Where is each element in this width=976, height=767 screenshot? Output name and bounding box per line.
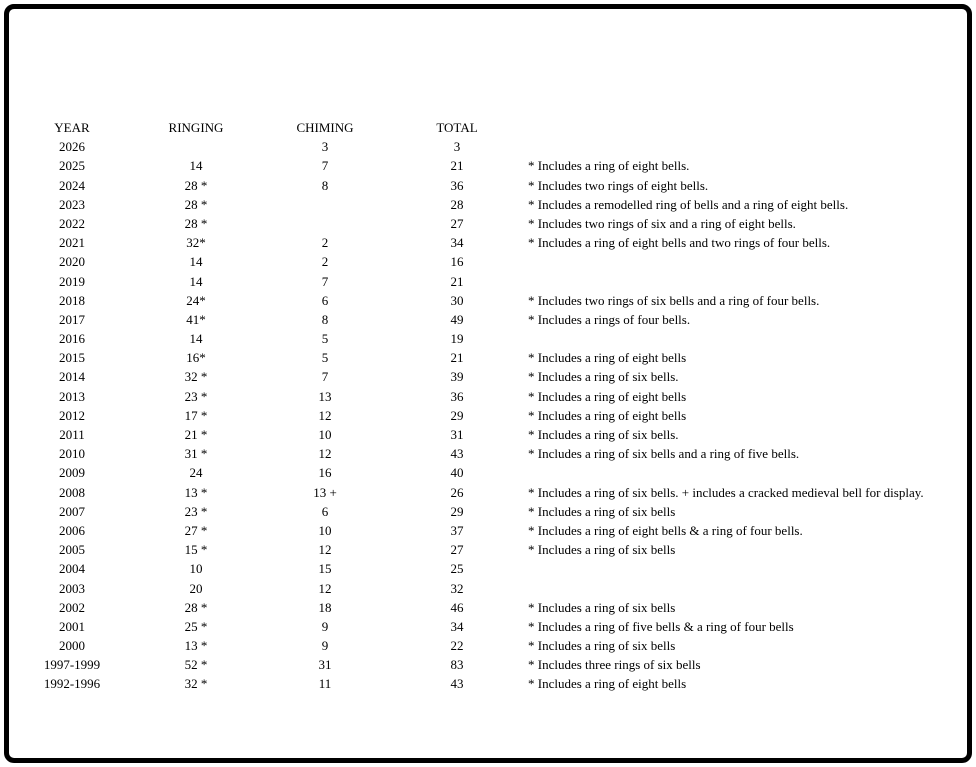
note-cell — [528, 272, 964, 291]
year-cell: 2015 — [59, 350, 85, 366]
column-header-total: TOTAL — [436, 120, 478, 135]
chiming-cell — [264, 214, 386, 233]
chiming-cell: 9 — [321, 618, 329, 634]
note-cell — [528, 252, 964, 271]
table-row — [16, 425, 964, 444]
table-row — [16, 291, 964, 310]
table-row — [16, 214, 964, 233]
year-cell: 2011 — [59, 427, 85, 442]
total-cell: 39 — [450, 369, 464, 385]
year-cell: 2012 — [59, 407, 85, 423]
chiming-cell — [264, 195, 386, 214]
chiming-cell: 8 — [321, 311, 329, 327]
total-cell: 29 — [450, 407, 464, 423]
ringing-cell: 52 * — [184, 657, 208, 673]
ringing-cell: 13 * — [184, 638, 208, 654]
chiming-cell: 5 — [321, 350, 329, 366]
total-cell: 32 — [450, 580, 464, 596]
year-cell: 2005 — [59, 542, 85, 558]
chiming-cell: 7 — [321, 158, 329, 174]
table-body — [16, 137, 964, 693]
total-cell: 34 — [450, 618, 464, 634]
total-cell: 27 — [450, 215, 464, 231]
note-cell: * Includes two rings of six bells and a ring of four bells. — [528, 292, 820, 308]
ringing-cell: 16* — [186, 350, 206, 366]
year-cell: 2006 — [59, 522, 85, 538]
table-row — [16, 559, 964, 578]
table-row — [16, 579, 964, 598]
year-cell: 2003 — [59, 580, 85, 596]
year-cell: 2022 — [59, 215, 85, 231]
year-cell: 2018 — [59, 292, 85, 308]
total-cell: 22 — [450, 638, 464, 654]
ringing-cell: 10 — [189, 561, 203, 577]
chiming-cell: 16 — [318, 465, 332, 481]
bells-table — [16, 118, 964, 694]
year-cell: 2002 — [59, 599, 85, 615]
chiming-cell: 6 — [321, 292, 329, 308]
note-cell: * Includes two rings of six and a ring of eight bells. — [528, 215, 796, 231]
chiming-cell: 18 — [318, 599, 332, 615]
ringing-cell: 15 * — [184, 542, 208, 558]
total-cell: 46 — [450, 599, 464, 615]
table-row — [16, 387, 964, 406]
total-cell: 83 — [450, 657, 464, 673]
total-cell: 16 — [450, 254, 464, 270]
ringing-cell: 28 * — [184, 196, 208, 212]
table-row — [16, 310, 964, 329]
table-row — [16, 502, 964, 521]
note-cell — [528, 559, 964, 578]
table-row — [16, 348, 964, 367]
table-row — [16, 329, 964, 348]
chiming-cell: 5 — [321, 331, 329, 347]
total-cell: 25 — [450, 561, 464, 577]
total-cell: 21 — [450, 158, 464, 174]
year-cell: 2017 — [59, 311, 85, 327]
year-cell: 2008 — [59, 484, 85, 500]
total-cell: 43 — [450, 446, 464, 462]
chiming-cell: 6 — [321, 503, 329, 519]
ringing-cell: 14 — [189, 273, 203, 289]
total-cell: 37 — [450, 522, 464, 538]
note-cell: * Includes a ring of six bells — [528, 503, 676, 519]
table-row — [16, 463, 964, 482]
chiming-cell: 7 — [321, 369, 329, 385]
note-cell: * Includes a ring of eight bells — [528, 350, 687, 366]
year-cell: 2024 — [59, 177, 85, 193]
year-cell: 2007 — [59, 503, 85, 519]
note-cell — [528, 579, 964, 598]
year-cell: 2014 — [59, 369, 85, 385]
column-header-chiming: CHIMING — [296, 120, 354, 135]
year-cell: 1997-1999 — [43, 657, 101, 673]
ringing-cell: 25 * — [184, 618, 208, 634]
note-cell: * Includes three rings of six bells — [528, 657, 701, 673]
note-cell: * Includes a ring of six bells. + includes a cracked medieval bell for display. — [528, 484, 924, 500]
chiming-cell: 31 — [318, 657, 332, 673]
table-row — [16, 483, 964, 502]
note-cell: * Includes a ring of eight bells & a ring of four bells. — [528, 522, 803, 538]
total-cell: 27 — [450, 542, 464, 558]
year-cell: 2025 — [59, 158, 85, 174]
note-cell: * Includes a ring of six bells. — [528, 369, 679, 385]
total-cell: 36 — [450, 388, 464, 404]
note-cell: * Includes a ring of six bells. — [528, 427, 679, 442]
year-cell: 2009 — [59, 465, 85, 481]
ringing-cell: 27 * — [184, 522, 208, 538]
note-cell — [528, 137, 964, 156]
ringing-cell: 21 * — [184, 427, 208, 442]
ringing-cell: 28 * — [184, 599, 208, 615]
chiming-cell: 7 — [321, 273, 329, 289]
ringing-cell: 14 — [189, 254, 203, 270]
ringing-cell: 32 * — [184, 676, 208, 692]
table-row — [16, 233, 964, 252]
total-cell: 26 — [450, 484, 464, 500]
note-cell: * Includes a ring of five bells & a ring of four bells — [528, 618, 794, 634]
note-cell: * Includes a ring of six bells — [528, 599, 676, 615]
chiming-cell: 13 + — [313, 484, 337, 500]
note-cell: * Includes a ring of six bells and a ring of five bells. — [528, 446, 800, 462]
table-row — [16, 272, 964, 291]
table-row — [16, 252, 964, 271]
table-row — [16, 195, 964, 214]
chiming-cell: 3 — [321, 139, 329, 155]
column-header-notes-empty — [528, 118, 964, 137]
table-row — [16, 636, 964, 655]
table-row — [16, 137, 964, 156]
total-cell: 49 — [450, 311, 464, 327]
ringing-cell: 23 * — [184, 388, 208, 404]
note-cell: * Includes a rings of four bells. — [528, 311, 691, 327]
total-cell: 3 — [453, 139, 461, 155]
total-cell: 30 — [450, 292, 464, 308]
chiming-cell: 13 — [318, 388, 332, 404]
note-cell: * Includes a ring of six bells — [528, 638, 676, 654]
table-row — [16, 617, 964, 636]
note-cell: * Includes a ring of eight bells — [528, 407, 687, 423]
year-cell: 2001 — [59, 618, 85, 634]
year-cell: 2019 — [59, 273, 85, 289]
ringing-cell: 41* — [186, 311, 206, 327]
ringing-cell: 32* — [186, 235, 206, 251]
note-cell: * Includes two rings of eight bells. — [528, 177, 709, 193]
total-cell: 40 — [450, 465, 464, 481]
chiming-cell: 10 — [318, 427, 332, 442]
note-cell — [528, 329, 964, 348]
table-row — [16, 176, 964, 195]
note-cell: * Includes a ring of eight bells. — [528, 158, 690, 174]
year-cell: 2023 — [59, 196, 85, 212]
ringing-cell: 23 * — [184, 503, 208, 519]
ringing-cell: 24* — [186, 292, 206, 308]
chiming-cell: 12 — [318, 407, 332, 423]
column-header-year: YEAR — [54, 120, 90, 135]
year-cell: 2010 — [59, 446, 85, 462]
chiming-cell: 9 — [321, 638, 329, 654]
table-row — [16, 444, 964, 463]
total-cell: 29 — [450, 503, 464, 519]
year-cell: 2000 — [59, 638, 85, 654]
ringing-cell: 14 — [189, 331, 203, 347]
table-row — [16, 655, 964, 674]
ringing-cell — [128, 137, 264, 156]
table-row — [16, 674, 964, 693]
year-cell: 2021 — [59, 235, 85, 251]
total-cell: 43 — [450, 676, 464, 692]
chiming-cell: 15 — [318, 561, 332, 577]
note-cell: * Includes a ring of eight bells and two rings of four bells. — [528, 235, 831, 251]
table-row — [16, 540, 964, 559]
table-header-row — [16, 118, 964, 137]
total-cell: 34 — [450, 235, 464, 251]
chiming-cell: 12 — [318, 542, 332, 558]
ringing-cell: 14 — [189, 158, 203, 174]
table-row — [16, 521, 964, 540]
table-row — [16, 406, 964, 425]
ringing-cell: 31 * — [184, 446, 208, 462]
column-header-ringing: RINGING — [168, 120, 224, 135]
total-cell: 31 — [450, 427, 464, 442]
ringing-cell: 28 * — [184, 215, 208, 231]
chiming-cell: 10 — [318, 522, 332, 538]
year-cell: 2020 — [59, 254, 85, 270]
note-cell: * Includes a ring of eight bells — [528, 676, 687, 692]
year-cell: 1992-1996 — [43, 676, 101, 692]
ringing-cell: 13 * — [184, 484, 208, 500]
note-cell — [528, 463, 964, 482]
table-row — [16, 156, 964, 175]
ringing-cell: 32 * — [184, 369, 208, 385]
note-cell: * Includes a ring of six bells — [528, 542, 676, 558]
year-cell: 2026 — [59, 139, 85, 155]
chiming-cell: 2 — [321, 235, 329, 251]
ringing-cell: 20 — [189, 580, 203, 596]
chiming-cell: 8 — [321, 177, 329, 193]
total-cell: 21 — [450, 350, 464, 366]
chiming-cell: 2 — [321, 254, 329, 270]
chiming-cell: 11 — [318, 676, 332, 692]
ringing-cell: 17 * — [184, 407, 208, 423]
total-cell: 36 — [450, 177, 464, 193]
total-cell: 21 — [450, 273, 464, 289]
ringing-cell: 24 — [189, 465, 203, 481]
chiming-cell: 12 — [318, 446, 332, 462]
table-row — [16, 367, 964, 386]
year-cell: 2013 — [59, 388, 85, 404]
chiming-cell: 12 — [318, 580, 332, 596]
total-cell: 19 — [450, 331, 464, 347]
total-cell: 28 — [450, 196, 464, 212]
ringing-cell: 28 * — [184, 177, 208, 193]
table-row — [16, 598, 964, 617]
note-cell: * Includes a remodelled ring of bells and a ring of eight bells. — [528, 196, 849, 212]
note-cell: * Includes a ring of eight bells — [528, 388, 687, 404]
year-cell: 2016 — [59, 331, 85, 347]
year-cell: 2004 — [59, 561, 85, 577]
